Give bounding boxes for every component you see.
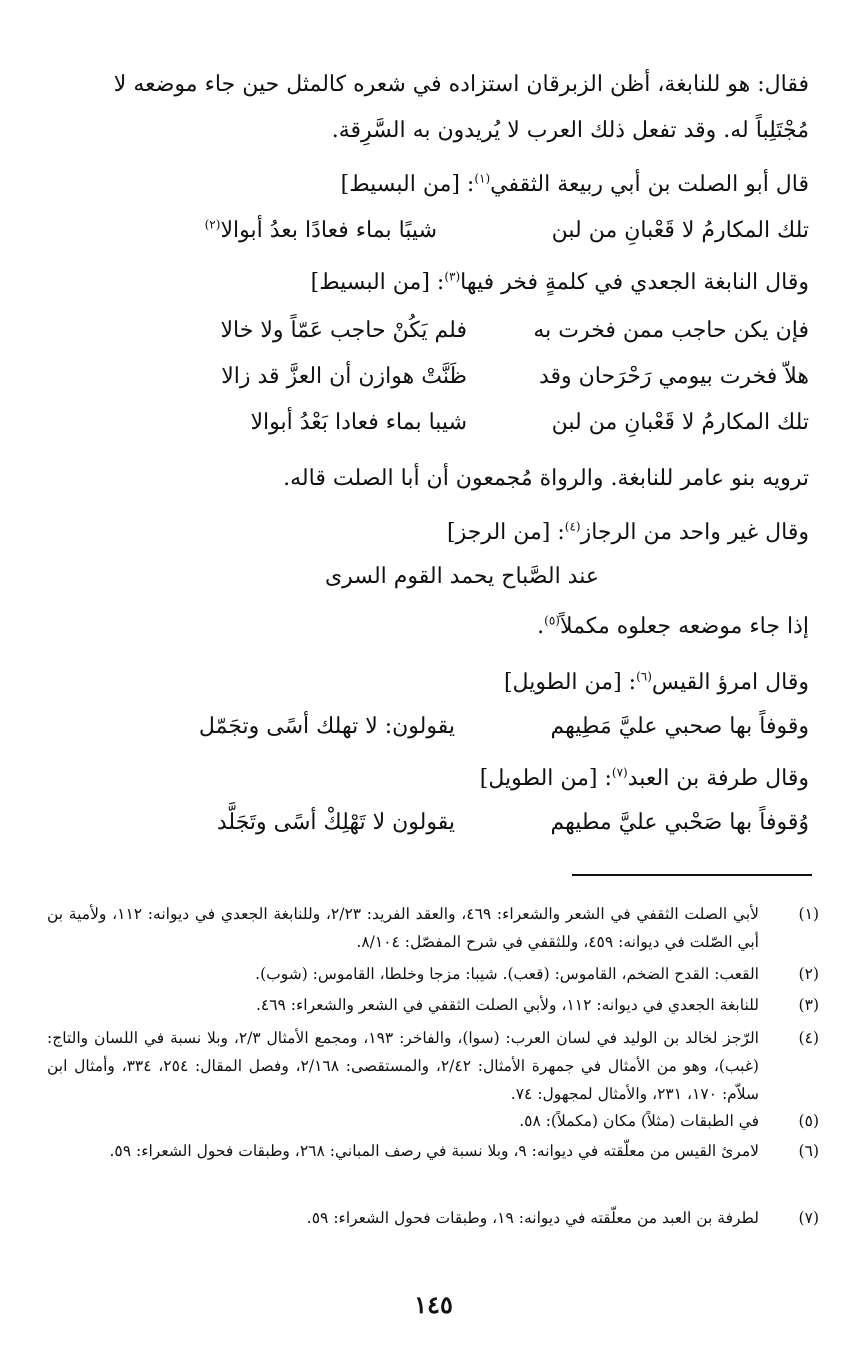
page-number: ١٤٥ — [414, 1290, 453, 1319]
footnote-ref: (٧) — [611, 765, 628, 780]
paragraph-line: مُجْتَلِباً له. وقد تفعل ذلك العرب لا يُريدون به السَّرِقة. — [331, 118, 809, 143]
footnote-ref: (١) — [474, 171, 491, 186]
footnote — [47, 960, 817, 988]
footnote-divider — [572, 874, 812, 876]
footnote-ref: (٣) — [444, 269, 461, 284]
verse-hemistich-left: يقولون لا تَهْلِكْ أسًى وتَجَلَّد — [216, 810, 455, 835]
footnote — [47, 1204, 817, 1232]
footnote-number: (١) — [798, 905, 819, 923]
footnote-number: (٥) — [798, 1112, 819, 1130]
verse-heading: وقال امرؤ القيس$^{(٦)}$: [من الطويل] — [503, 669, 809, 695]
footnote-text: لطرفة بن العبد من معلّقته في ديوانه: ١٩، وطبقات فحول الشعراء: ٥٩. — [306, 1209, 759, 1227]
footnote-ref: (٤) — [564, 519, 581, 534]
verse-hemistich-right: فإن يكن حاجب ممن فخرت به — [533, 318, 809, 343]
footnote — [47, 1107, 817, 1135]
verse-hemistich-left: فلم يَكُنْ حاجب عَمّاً ولا خالا — [220, 318, 467, 343]
footnote-number: (٤) — [798, 1029, 819, 1047]
footnote — [47, 900, 817, 956]
verse-hemistich-left: شيبًا بماء فعادًا بعدُ أبوالا$^{(٢)}$ — [204, 217, 437, 243]
footnote-text: في الطبقات (مثلاً) مكان (مكملاً): ٥٨. — [519, 1112, 759, 1130]
footnote-text: للنابغة الجعدي في ديوانه: ١١٢، ولأبي الصلت الثقفي في الشعر والشعراء: ٤٦٩. — [255, 996, 759, 1014]
verse-hemistich-right: تلك المكارمُ لا قَعْبانِ من لبن — [551, 218, 809, 243]
verse-heading: وقال النابغة الجعدي في كلمةٍ فخر فيها$^{(٣)}$: [من البسيط] — [310, 269, 809, 295]
footnote — [47, 1137, 817, 1165]
verse-heading: وقال غير واحد من الرجاز$^{(٤)}$: [من الرجز] — [446, 519, 809, 545]
verse-hemistich-left: ظَنَّتْ هوازن أن العزَّ قد زالا — [221, 364, 467, 389]
footnote — [47, 991, 817, 1019]
footnote-ref: (٦) — [636, 669, 652, 684]
paragraph-line: فقال: هو للنابغة، أظن الزبرقان استزاده في شعره كالمثل حين جاء موضعه لا — [113, 72, 809, 97]
verse-hemistich-right: هلاّ فخرت بيومي رَحْرَحان وقد — [538, 364, 809, 389]
footnote-text: لأبي الصلت الثقفي في الشعر والشعراء: ٤٦٩، والعقد الفريد: ٢/٢٣، وللنابغة الجعدي في ديوانه: ١١٢، ولأمية بن أبي الصّلت في ديوانه: ٤٥٩، وللثقفي في شرح المفصّل: ٨/١٠٤. — [47, 905, 759, 951]
verse-heading: وقال طرفة بن العبد$^{(٧)}$: [من الطويل] — [479, 765, 809, 791]
rajaz-verse: عند الصَّباح يحمد القوم السرى — [324, 564, 599, 589]
footnote-ref: (٢) — [204, 217, 221, 232]
footnote-ref: (٥) — [544, 613, 560, 628]
paragraph-line: إذا جاء موضعه جعلوه مكملاً$^{(٥)}$. — [537, 613, 809, 639]
footnote-text: الرّجز لخالد بن الوليد في لسان العرب: (سوا)، والفاخر: ١٩٣، ومجمع الأمثال ٢/٣، وبلا نسبة في اللسان والتاج: (غبب)، وهو من الأمثال في جمهرة الأمثال: ٢/٤٢، والمستقصى: ٢/١٦٨، وفصل المقال: ٢٥٤، ٣٣٤، وأمثال ابن سلاّم: ١٧٠، ٢٣١، والأمثال لمجهول: ٧٤. — [47, 1029, 759, 1103]
footnote-number: (٢) — [798, 965, 819, 983]
verse-hemistich-right: تلك المكارمُ لا قَعْبانِ من لبن — [551, 410, 809, 435]
verse-heading: قال أبو الصلت بن أبي ربيعة الثقفي$^{(١)}$: [من البسيط] — [340, 171, 809, 197]
footnote-number: (٣) — [798, 996, 819, 1014]
footnote-number: (٦) — [798, 1142, 819, 1160]
verse-hemistich-right: وقوفاً بها صحبي عليَّ مَطِيهم — [550, 714, 809, 739]
verse-hemistich-left: شيبا بماء فعادا بَعْدُ أبوالا — [250, 410, 467, 435]
footnote-text: لامرئ القيس من معلّقته في ديوانه: ٩، وبلا نسبة في رصف المباني: ٢٦٨، وطبقات فحول الشعراء: ٥٩. — [109, 1142, 759, 1160]
paragraph-line: ترويه بنو عامر للنابغة. والرواة مُجمعون أن أبا الصلت قاله. — [283, 466, 809, 491]
footnote-text: القعب: القدح الضخم، القاموس: (قعب). شيبا: مزجا وخلطا، القاموس: (شوب). — [255, 965, 759, 983]
footnote — [47, 1024, 817, 1108]
verse-hemistich-left: يقولون: لا تهلك أسًى وتجَمّل — [198, 714, 455, 739]
verse-hemistich-right: وُقوفاً بها صَحْبي عليَّ مطيهم — [550, 810, 809, 835]
footnote-number: (٧) — [798, 1209, 819, 1227]
